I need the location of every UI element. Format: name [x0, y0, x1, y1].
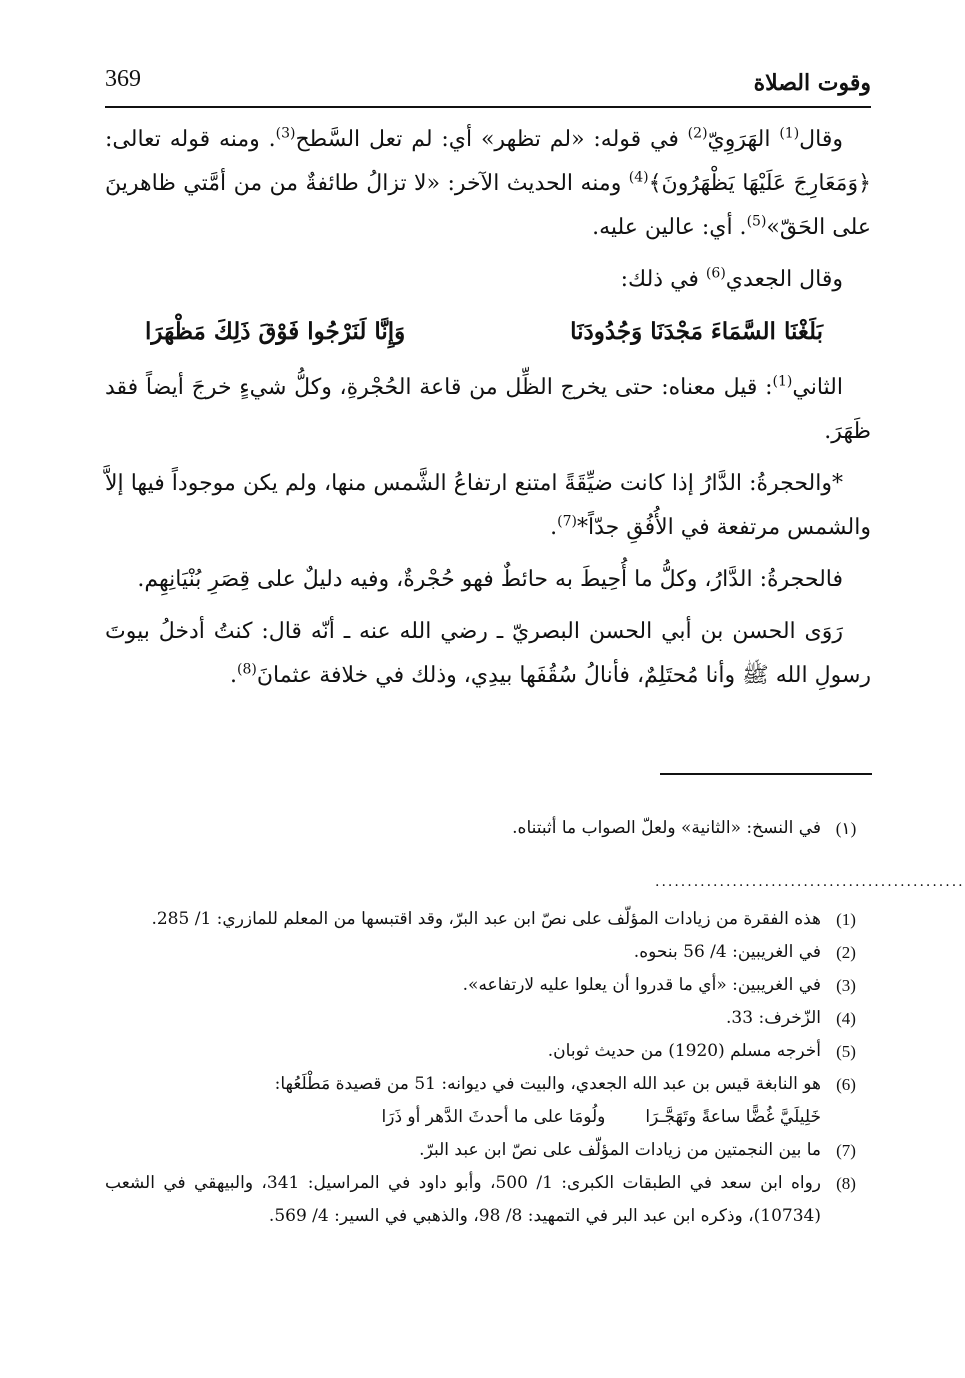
- footnote-item: [105, 1068, 871, 1101]
- p2-text-1: وقال الجعدي: [725, 267, 843, 292]
- paragraph-6: [105, 610, 871, 698]
- footnote-item: [105, 812, 871, 845]
- paragraph-5: فالحجرةُ: الدَّارُ، وكلُّ ما أُحِيطَ به حائطٌ فهو حُجْرةٌ، وفيه دليلٌ على قِصَرِ بُنْيَانِهِم.: [137, 567, 843, 592]
- footnote-item: [105, 936, 871, 969]
- page-header: [105, 62, 871, 108]
- footnote-number: (١): [835, 819, 857, 838]
- footnote-text: هو النابغة قيس بن عبد الله الجعدي، والبيت في ديوانه: 51 من قصيدة مَطْلَعُها:: [274, 1074, 821, 1094]
- footnote-item: [105, 903, 871, 936]
- footnote-verse-second: ولُومَا على ما أحدثَ الدَّهر أو ذَرَا: [381, 1107, 606, 1127]
- footnote-number: (8): [836, 1174, 856, 1193]
- running-title: وقوت الصلاة: [753, 70, 871, 96]
- footnote-item: [105, 1002, 871, 1035]
- footnote-item: [105, 1167, 871, 1233]
- footnote-text: أخرجه مسلم (1920) من حديث ثوبان.: [547, 1041, 821, 1061]
- p6-text-1: رَوَى الحسن بن أبي الحسن البصريّ ـ رضي الله عنه ـ أنّه قال: كنتُ أدخلُ بيوتَ رسولِ الله ﷺ وأنا مُحتَلِمٌ، فأنالُ سُقُفَها بيدِي، وذلك في خلافة عثمانَ: [105, 619, 871, 688]
- p1-text-2: الهَرَوِيّ: [707, 127, 780, 152]
- p1-text-4: . ومنه قوله تعالى: ﴿وَمَعَارِجَ عَلَيْهَا يَظْهَرُونَ﴾: [105, 127, 871, 196]
- footnote-ref: (8): [237, 661, 257, 678]
- poem-verse: [105, 310, 871, 354]
- footnote-number: (3): [836, 976, 856, 995]
- dotted-separator: ................................................: [655, 874, 965, 890]
- p6-text-2: .: [230, 663, 238, 688]
- footnote-verse: [105, 1101, 871, 1134]
- p1-text-6: . أي: عالين عليه.: [592, 215, 747, 240]
- footnote-ref: (4): [628, 169, 649, 186]
- paragraph-2: [105, 258, 871, 302]
- footnote-number: (5): [836, 1042, 856, 1061]
- paragraph-1: [105, 118, 871, 250]
- main-text: [105, 118, 871, 706]
- footnote-number: (6): [836, 1075, 856, 1094]
- footnote-ref: (5): [746, 213, 767, 230]
- poem-hemistich-first: بَلَغْنَا السَّمَاءَ مَجْدَنَا وَجُدُودَنَا: [570, 318, 823, 345]
- footnote-separator: [660, 773, 872, 775]
- p3-text-2: : قيل معناه: حتى يخرج الظِّل من قاعة الحُجْرةِ، وكلُّ شيءٍ خرجَ أيضاً فقد ظَهَرَ.: [105, 375, 871, 444]
- p1-text-5: ومنه الحديث الآخر: «لا تزالُ طائفةٌ من من أمَّتي ظاهرينَ على الحَقّ»: [105, 171, 871, 240]
- footnote-number: (1): [836, 910, 856, 929]
- footnote-number: (2): [836, 943, 856, 962]
- footnote-ref: (2): [687, 125, 708, 142]
- footnote-text: رواه ابن سعد في الطبقات الكبرى: 1/ 500، وأبو داود في المراسيل: 341، والبيهقي في الشعب (10734)، وذكره ابن عبد البر في التمهيد: 8/ 98، والذهبي في السير: 4/ 569.: [105, 1173, 821, 1226]
- page-number: 369: [105, 66, 141, 92]
- footnote-text: ما بين النجمتين من زيادات المؤلّف على نصّ ابن عبد البرّ.: [419, 1140, 821, 1160]
- footnote-ref: (1): [772, 373, 793, 390]
- footnote-text: الزّخرف: 33.: [726, 1008, 821, 1028]
- source-footnotes: [105, 903, 871, 1233]
- p1-text-1: وقال: [799, 127, 843, 152]
- footnote-text: هذه الفقرة من زيادات المؤلّف على نصّ ابن عبد البرّ، وقد اقتبسها من المعلم للمازري: 1/ 285.: [151, 909, 821, 929]
- footnote-verse-first: خَلِيلَيَّ غُضًّا ساعةً وتَهَجَّـرَا: [645, 1107, 821, 1127]
- p4-text-1: *والحجرةُ: الدَّارُ إذا كانت ضيِّقَةً امتنع ارتفاعُ الشَّمس منها، ولم يكن موجوداً فيها إلاَّ والشمس مرتفعة في الأُفُقِ جدّاً*: [105, 471, 871, 540]
- footnote-text: في الغريبين: 4/ 56 بنحوه.: [633, 942, 821, 962]
- footnote-item: [105, 969, 871, 1002]
- footnote-item: [105, 1035, 871, 1068]
- p1-text-3: في قوله: «لم تظهر» أي: لم تعل السَّطح: [295, 127, 688, 152]
- p3-text-1: الثاني: [792, 375, 843, 400]
- poem-hemistich-second: وَإِنَّا لَنَرْجُوا فَوْقَ ذَلِكَ مَظْهَرَا: [145, 318, 406, 345]
- p4-text-2: .: [550, 515, 558, 540]
- editor-footnotes: [105, 812, 871, 845]
- footnote-number: (7): [836, 1141, 856, 1160]
- footnote-text: في النسخ: «الثانية» ولعلّ الصواب ما أثبتناه.: [512, 818, 821, 838]
- footnote-text: في الغريبين: «أي ما قدروا أن يعلوا عليه لارتفاعه».: [462, 975, 821, 995]
- footnote-ref: (7): [557, 513, 577, 530]
- paragraph-3: [105, 366, 871, 454]
- footnote-ref: (3): [275, 125, 296, 142]
- footnote-item: [105, 1134, 871, 1167]
- footnote-ref: (6): [705, 265, 726, 282]
- paragraph-4: [105, 462, 871, 550]
- footnote-number: (4): [836, 1009, 856, 1028]
- footnote-ref: (1): [779, 125, 800, 142]
- p2-text-2: في ذلك:: [620, 267, 706, 292]
